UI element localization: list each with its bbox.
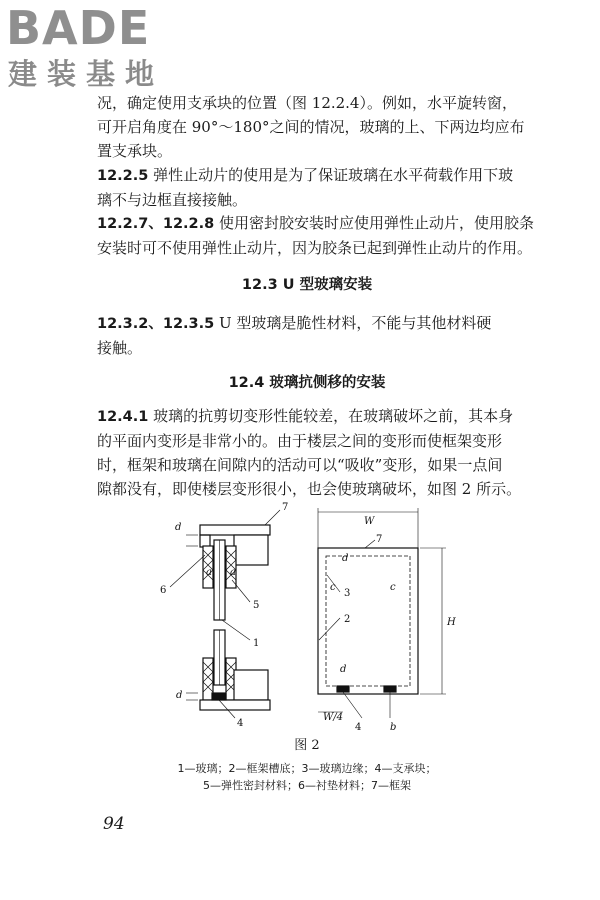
text-line: 使用密封胶安装时应使用弹性止动片，使用胶条 [214,214,535,232]
figure-2-drawing [0,500,600,740]
label-b: b [390,722,397,733]
label-d-bottom: d [176,690,183,701]
label-2: 2 [344,614,351,625]
paragraph-continuation [97,91,525,163]
paragraph-12-4-1 [97,404,522,501]
label-d-top: d [175,522,182,533]
text-line: 弹性止动片的使用是为了保证玻璃在水平荷载作用下玻 [148,166,514,184]
caption-line: 1—玻璃；2—框架槽底；3—玻璃边缘；4—支承块； [177,762,437,775]
label-c-left: c [330,582,336,593]
text-line: 玻璃的抗剪切变形性能较差，在玻璃破坏之前，其本身 [148,407,514,425]
clause-number: 12.2.5 [97,168,149,184]
figure-title: 图 2 [294,738,320,753]
label-4-elev: 4 [355,722,362,733]
label-3: 3 [344,588,351,599]
section-heading-12-4: 12.4 玻璃抗侧移的安装 [228,375,386,391]
figure-caption [97,760,517,794]
label-H: H [447,617,456,628]
label-W: W [364,516,375,527]
section-view [170,510,280,718]
clause-number: 12.2.7、12.2.8 [97,216,215,232]
label-a-right: a [230,567,236,578]
bade-logo [6,2,181,94]
clause-number: 12.4.1 [97,409,149,425]
clause-number: 12.3.2、12.3.5 [97,316,215,332]
text-line: 璃不与边框直接接触。 [97,191,248,209]
text-line: 置支承块。 [97,142,173,160]
text-line: 可开启角度在 90°～180°之间的情况，玻璃的上、下两边均应布 [97,118,525,136]
text-line: 况，确定使用支承块的位置（图 12.2.4）。例如，水平旋转窗， [97,94,517,112]
label-d-elev: d [342,553,349,564]
text-line: 的平面内变形是非常小的。由于楼层之间的变形而使框架变形 [97,432,503,450]
paragraph-12-2-7 [97,211,535,260]
text-line: 安装时可不使用弹性止动片，因为胶条已起到弹性止动片的作用。 [97,239,533,257]
label-1: 1 [253,638,260,649]
page-number: 94 [103,814,125,834]
label-7-elev: 7 [376,534,383,545]
paragraph-12-2-5 [97,163,517,212]
logo-subtitle: 建装基地 [8,57,165,91]
text-line: 时，框架和玻璃在间隙内的活动可以“吸收”变形，如果一点间 [97,456,503,474]
paragraph-12-3-2 [97,311,517,360]
label-6: 6 [160,585,167,596]
label-5: 5 [253,600,260,611]
label-7: 7 [282,502,289,513]
label-d-support: d [340,664,347,675]
section-heading-12-3: 12.3 U 型玻璃安装 [241,277,373,293]
label-W4: W/4 [323,712,344,723]
label-4: 4 [237,718,244,729]
text-line: 接触。 [97,339,143,357]
text-line: U 型玻璃是脆性材料，不能与其他材料硬 [214,314,492,332]
label-a-left: a [206,567,212,578]
text-line: 隙都没有，即使楼层变形很小，也会使玻璃破坏，如图 2 所示。 [97,480,522,498]
logo-wordmark: BADE [6,1,151,55]
caption-line: 5—弹性密封材料；6—衬垫材料；7—框架 [203,779,411,792]
label-c-right: c [390,582,396,593]
